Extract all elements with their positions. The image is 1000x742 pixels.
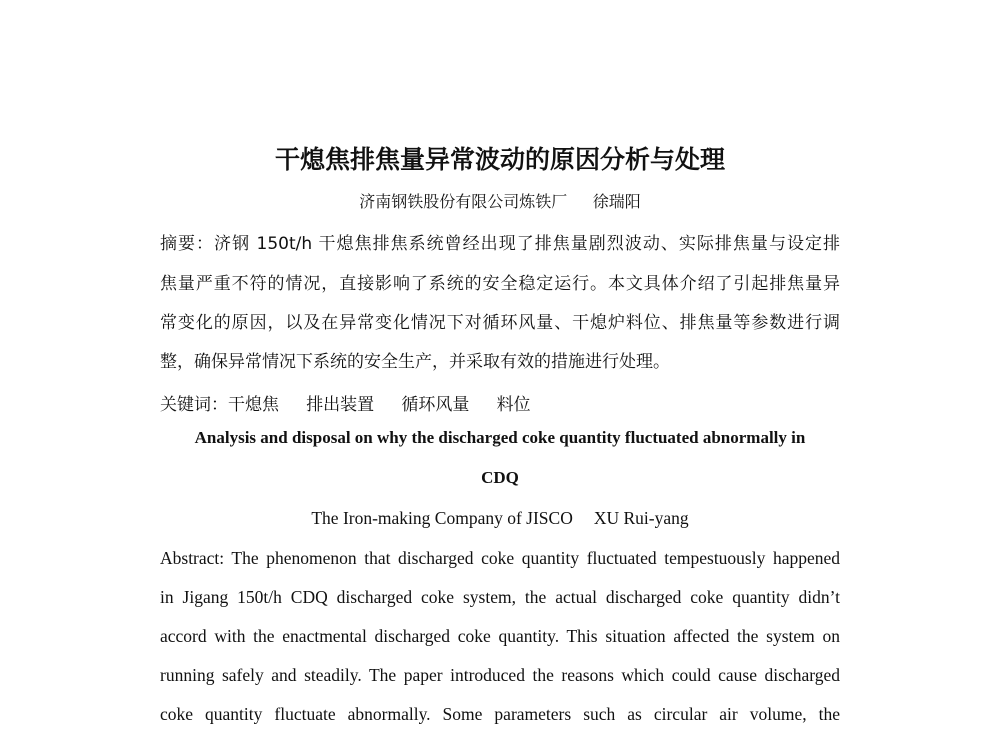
- keyword: 循环风量: [401, 395, 470, 415]
- paper-title-en-cont: CDQ: [481, 468, 519, 487]
- abstract-en-line: in Jigang 150t/h CDQ discharged coke system, the actual discharged coke quantity didn’t: [160, 587, 840, 607]
- abstract-en-line: Abstract: The phenomenon that discharged coke quantity fluctuated tempestuously happened: [160, 548, 840, 568]
- author-name-cn: 徐瑞阳: [592, 192, 641, 211]
- abstract-cn-line: 常变化的原因，以及在异常变化情况下对循环风量、干熄炉料位、排焦量等参数进行调: [160, 313, 840, 333]
- abstract-en-line: coke quantity fluctuate abnormally. Some parameters such as circular air volume, the: [160, 704, 840, 724]
- paper-title-en: Analysis and disposal on why the discharged coke quantity fluctuated abnormally in: [194, 428, 806, 447]
- keyword: 料位: [496, 395, 531, 415]
- abstract-en-line: running safely and steadily. The paper introduced the reasons which could cause discharged: [160, 665, 840, 685]
- affiliation-cn: 济南钢铁股份有限公司炼铁厂: [359, 192, 568, 211]
- keywords-cn: [160, 390, 840, 415]
- author-name-en: XU Rui-yang: [593, 508, 689, 528]
- keywords-label: 关键词：: [160, 395, 228, 415]
- abstract-en-line: accord with the enactmental discharged coke quantity. This situation affected the system on: [160, 626, 840, 646]
- abstract-cn-line: 焦量严重不符的情况，直接影响了系统的安全稳定运行。本文具体介绍了引起排焦量异: [160, 274, 840, 294]
- abstract-cn-line: 摘要：济钢 150t/h 干熄焦排焦系统曾经出现了排焦量剧烈波动、实际排焦量与设定排: [160, 234, 840, 254]
- author-line-cn: [160, 189, 840, 212]
- keyword: 排出装置: [306, 395, 375, 415]
- paper-title-cn: 干熄焦排焦量异常波动的原因分析与处理: [274, 145, 725, 174]
- affiliation-en: The Iron-making Company of JISCO: [311, 508, 573, 528]
- keyword: 干熄焦: [228, 395, 279, 415]
- author-line-en: [160, 508, 840, 529]
- abstract-cn-line: 整，确保异常情况下系统的安全生产，并采取有效的措施进行处理。: [160, 352, 670, 372]
